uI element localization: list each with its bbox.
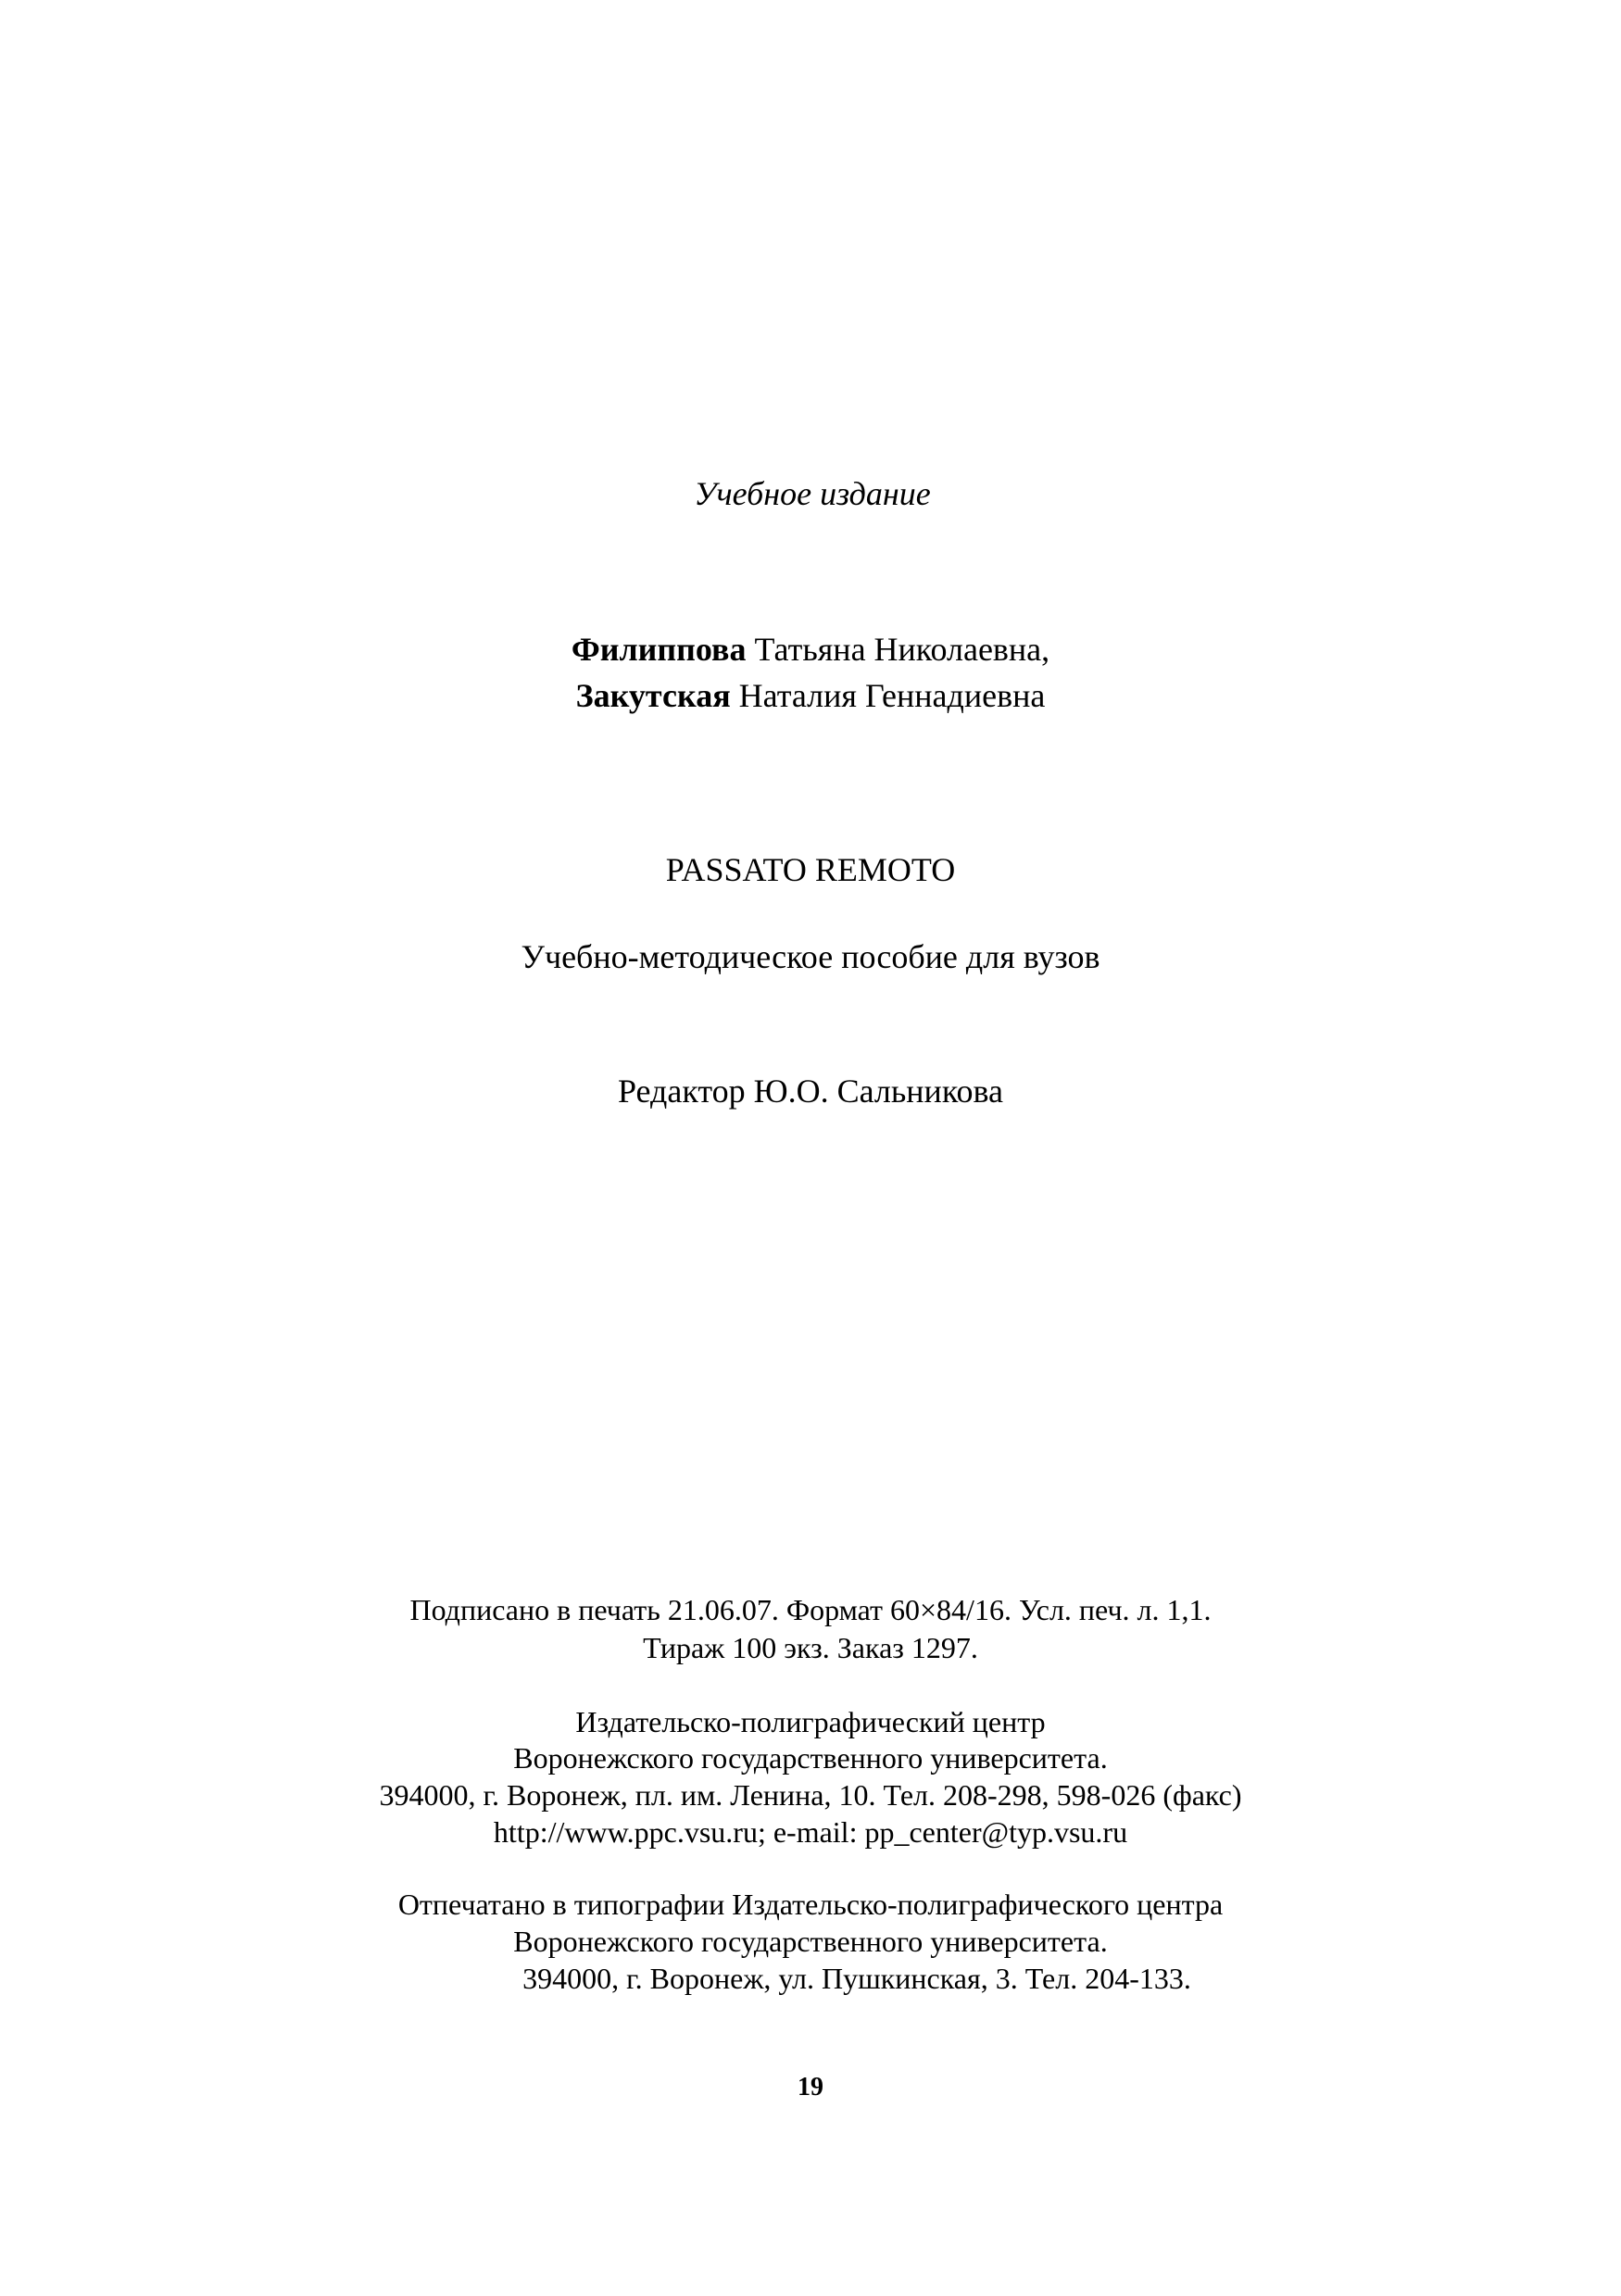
- author-2-surname: Закутская: [575, 677, 731, 714]
- printer-line-1: Отпечатано в типографии Издательско-полиграфического центра: [397, 1888, 1224, 1921]
- author-2-given-name: Наталия Геннадиевна: [730, 677, 1046, 714]
- print-info-line-2: Тираж 100 экз. Заказ 1297.: [643, 1631, 978, 1664]
- edition-type: Учебное издание: [694, 475, 931, 512]
- publisher-line-2: Воронежского государственного университета.: [513, 1741, 1108, 1775]
- print-info-line-1: Подписано в печать 21.06.07. Формат 60×84/16. Усл. печ. л. 1,1.: [409, 1593, 1212, 1626]
- author-1-given-name: Татьяна Николаевна,: [746, 631, 1050, 668]
- editor-credit: Редактор Ю.О. Сальникова: [617, 1073, 1003, 1110]
- publisher-address: 394000, г. Воронеж, пл. им. Ленина, 10. Тел. 208-298, 598-026 (факс): [379, 1778, 1242, 1812]
- printer-line-2: Воронежского государственного университета.: [513, 1925, 1108, 1958]
- book-title: PASSATO REMOTO: [665, 851, 956, 888]
- author-line-1: [0, 633, 1621, 666]
- author-line-2: [0, 679, 1621, 712]
- page-number: 19: [798, 2073, 823, 2102]
- publisher-contacts: http://www.ppc.vsu.ru; e-mail: pp_center@typ.vsu.ru: [493, 1815, 1128, 1849]
- book-subtitle: Учебно-методическое пособие для вузов: [521, 938, 1100, 975]
- author-1-surname: Филиппова: [571, 631, 747, 668]
- printer-address: 394000, г. Воронеж, ул. Пушкинская, 3. Тел. 204-133.: [522, 1962, 1191, 1995]
- publisher-line-1: Издательско-полиграфический центр: [575, 1705, 1046, 1738]
